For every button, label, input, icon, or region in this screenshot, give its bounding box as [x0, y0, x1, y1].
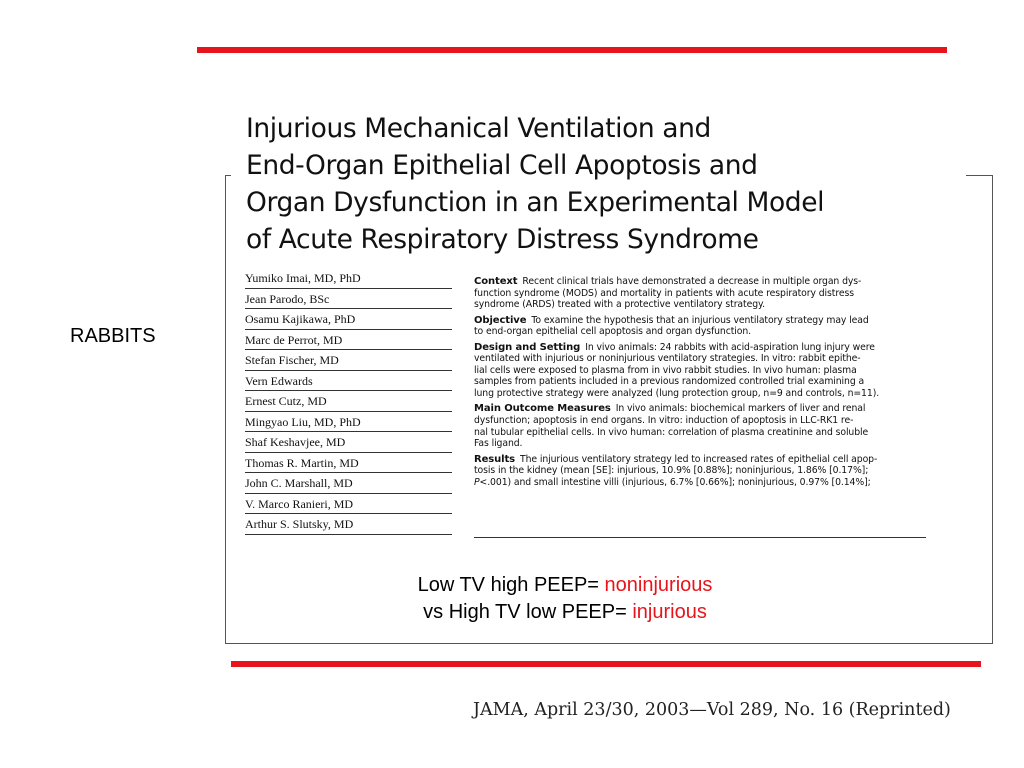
- abstract-line: to end-organ epithelial cell apoptosis and organ dysfunction.: [474, 326, 752, 338]
- author-item: Thomas R. Martin, MD: [245, 453, 452, 474]
- author-item: Mingyao Liu, MD, PhD: [245, 412, 452, 433]
- abstract-line: lung protective strategy were analyzed (lung protection group, n=9 and controls, n=11).: [474, 387, 880, 399]
- section-heading: Design and Setting: [474, 341, 581, 353]
- author-item: Jean Parodo, BSc: [245, 289, 452, 310]
- abstract-line: <.001) and small intestine villi (injurious, 6.7% [0.66%]; noninjurious, 0.97% [0.14%];: [479, 476, 871, 488]
- peep-line-1-prefix: Low TV high PEEP=: [417, 574, 605, 596]
- peep-line-2-prefix: vs High TV low PEEP=: [423, 601, 633, 623]
- article-title: [246, 110, 926, 258]
- abstract-line: syndrome (ARDS) treated with a protective ventilatory strategy.: [474, 299, 765, 311]
- abstract-line: Recent clinical trials have demonstrated a decrease in multiple organ dys-: [522, 276, 862, 287]
- title-line: End-Organ Epithelial Cell Apoptosis and: [246, 150, 758, 181]
- abstract-line: Fas ligand.: [474, 438, 523, 450]
- section-heading: Results: [474, 453, 516, 465]
- peep-line-1: [345, 572, 785, 599]
- top-red-rule: [197, 47, 947, 53]
- section-heading: Objective: [474, 314, 527, 326]
- p-value-symbol: P: [474, 476, 480, 488]
- author-item: Yumiko Imai, MD, PhD: [245, 268, 452, 289]
- abstract-line: To examine the hypothesis that an injurious ventilatory strategy may lead: [531, 314, 869, 326]
- author-item: Vern Edwards: [245, 371, 452, 392]
- author-item: Osamu Kajikawa, PhD: [245, 309, 452, 330]
- abstract-line: lial cells were exposed to plasma from in vivo rabbit studies. In vivo human: plasma: [474, 364, 857, 376]
- title-line: Organ Dysfunction in an Experimental Model: [246, 187, 825, 218]
- bottom-red-rule: [231, 661, 981, 667]
- abstract-line: dysfunction; apoptosis in end organs. In vitro: induction of apoptosis in LLC-RK1 re-: [474, 414, 854, 426]
- abstract-results: [474, 454, 926, 489]
- abstract-line: The injurious ventilatory strategy led to increased rates of epithelial cell apop-: [520, 453, 878, 465]
- noninjurious-label: noninjurious: [604, 574, 713, 596]
- frame-top-right-edge: [966, 175, 993, 176]
- author-item: Arthur S. Slutsky, MD: [245, 514, 452, 535]
- title-line: Injurious Mechanical Ventilation and: [246, 113, 711, 144]
- abstract-objective: [474, 315, 926, 338]
- peep-line-2: [345, 599, 785, 626]
- section-heading: Context: [474, 276, 518, 287]
- author-item: Ernest Cutz, MD: [245, 391, 452, 412]
- abstract-outcome: [474, 403, 926, 449]
- rabbits-label: RABBITS: [70, 325, 156, 347]
- author-list: [245, 268, 452, 535]
- abstract-line: tosis in the kidney (mean [SE]: injurious, 10.9% [0.88%]; noninjurious, 1.86% [0.17%];: [474, 465, 869, 477]
- journal-citation: JAMA, April 23/30, 2003—Vol 289, No. 16 (Reprinted): [473, 700, 951, 720]
- injurious-label: injurious: [632, 601, 707, 623]
- author-item: Shaf Keshavjee, MD: [245, 432, 452, 453]
- author-item: V. Marco Ranieri, MD: [245, 494, 452, 515]
- section-heading: Main Outcome Measures: [474, 403, 611, 415]
- abstract-context: [474, 276, 926, 311]
- abstract-line: function syndrome (MODS) and mortality in patients with acute respiratory distress: [474, 287, 854, 299]
- author-item: Marc de Perrot, MD: [245, 330, 452, 351]
- peep-summary: [345, 572, 785, 626]
- abstract-line: In vivo animals: biochemical markers of liver and renal: [615, 403, 866, 415]
- abstract-design: [474, 342, 926, 400]
- abstract-line: nal tubular epithelial cells. In vivo human: correlation of plasma creatinine and soluble: [474, 426, 869, 438]
- author-item: John C. Marshall, MD: [245, 473, 452, 494]
- frame-top-left-edge: [225, 175, 231, 176]
- abstract-bottom-rule: [474, 537, 926, 538]
- abstract-line: samples from patients included in a previous randomized controlled trial examining a: [474, 376, 865, 388]
- title-line: of Acute Respiratory Distress Syndrome: [246, 224, 759, 255]
- abstract: [474, 276, 926, 492]
- abstract-line: ventilated with injurious or noninjurious ventilatory strategies. In vitro: rabbit epithe-: [474, 353, 861, 365]
- abstract-line: In vivo animals: 24 rabbits with acid-aspiration lung injury were: [585, 341, 875, 353]
- author-item: Stefan Fischer, MD: [245, 350, 452, 371]
